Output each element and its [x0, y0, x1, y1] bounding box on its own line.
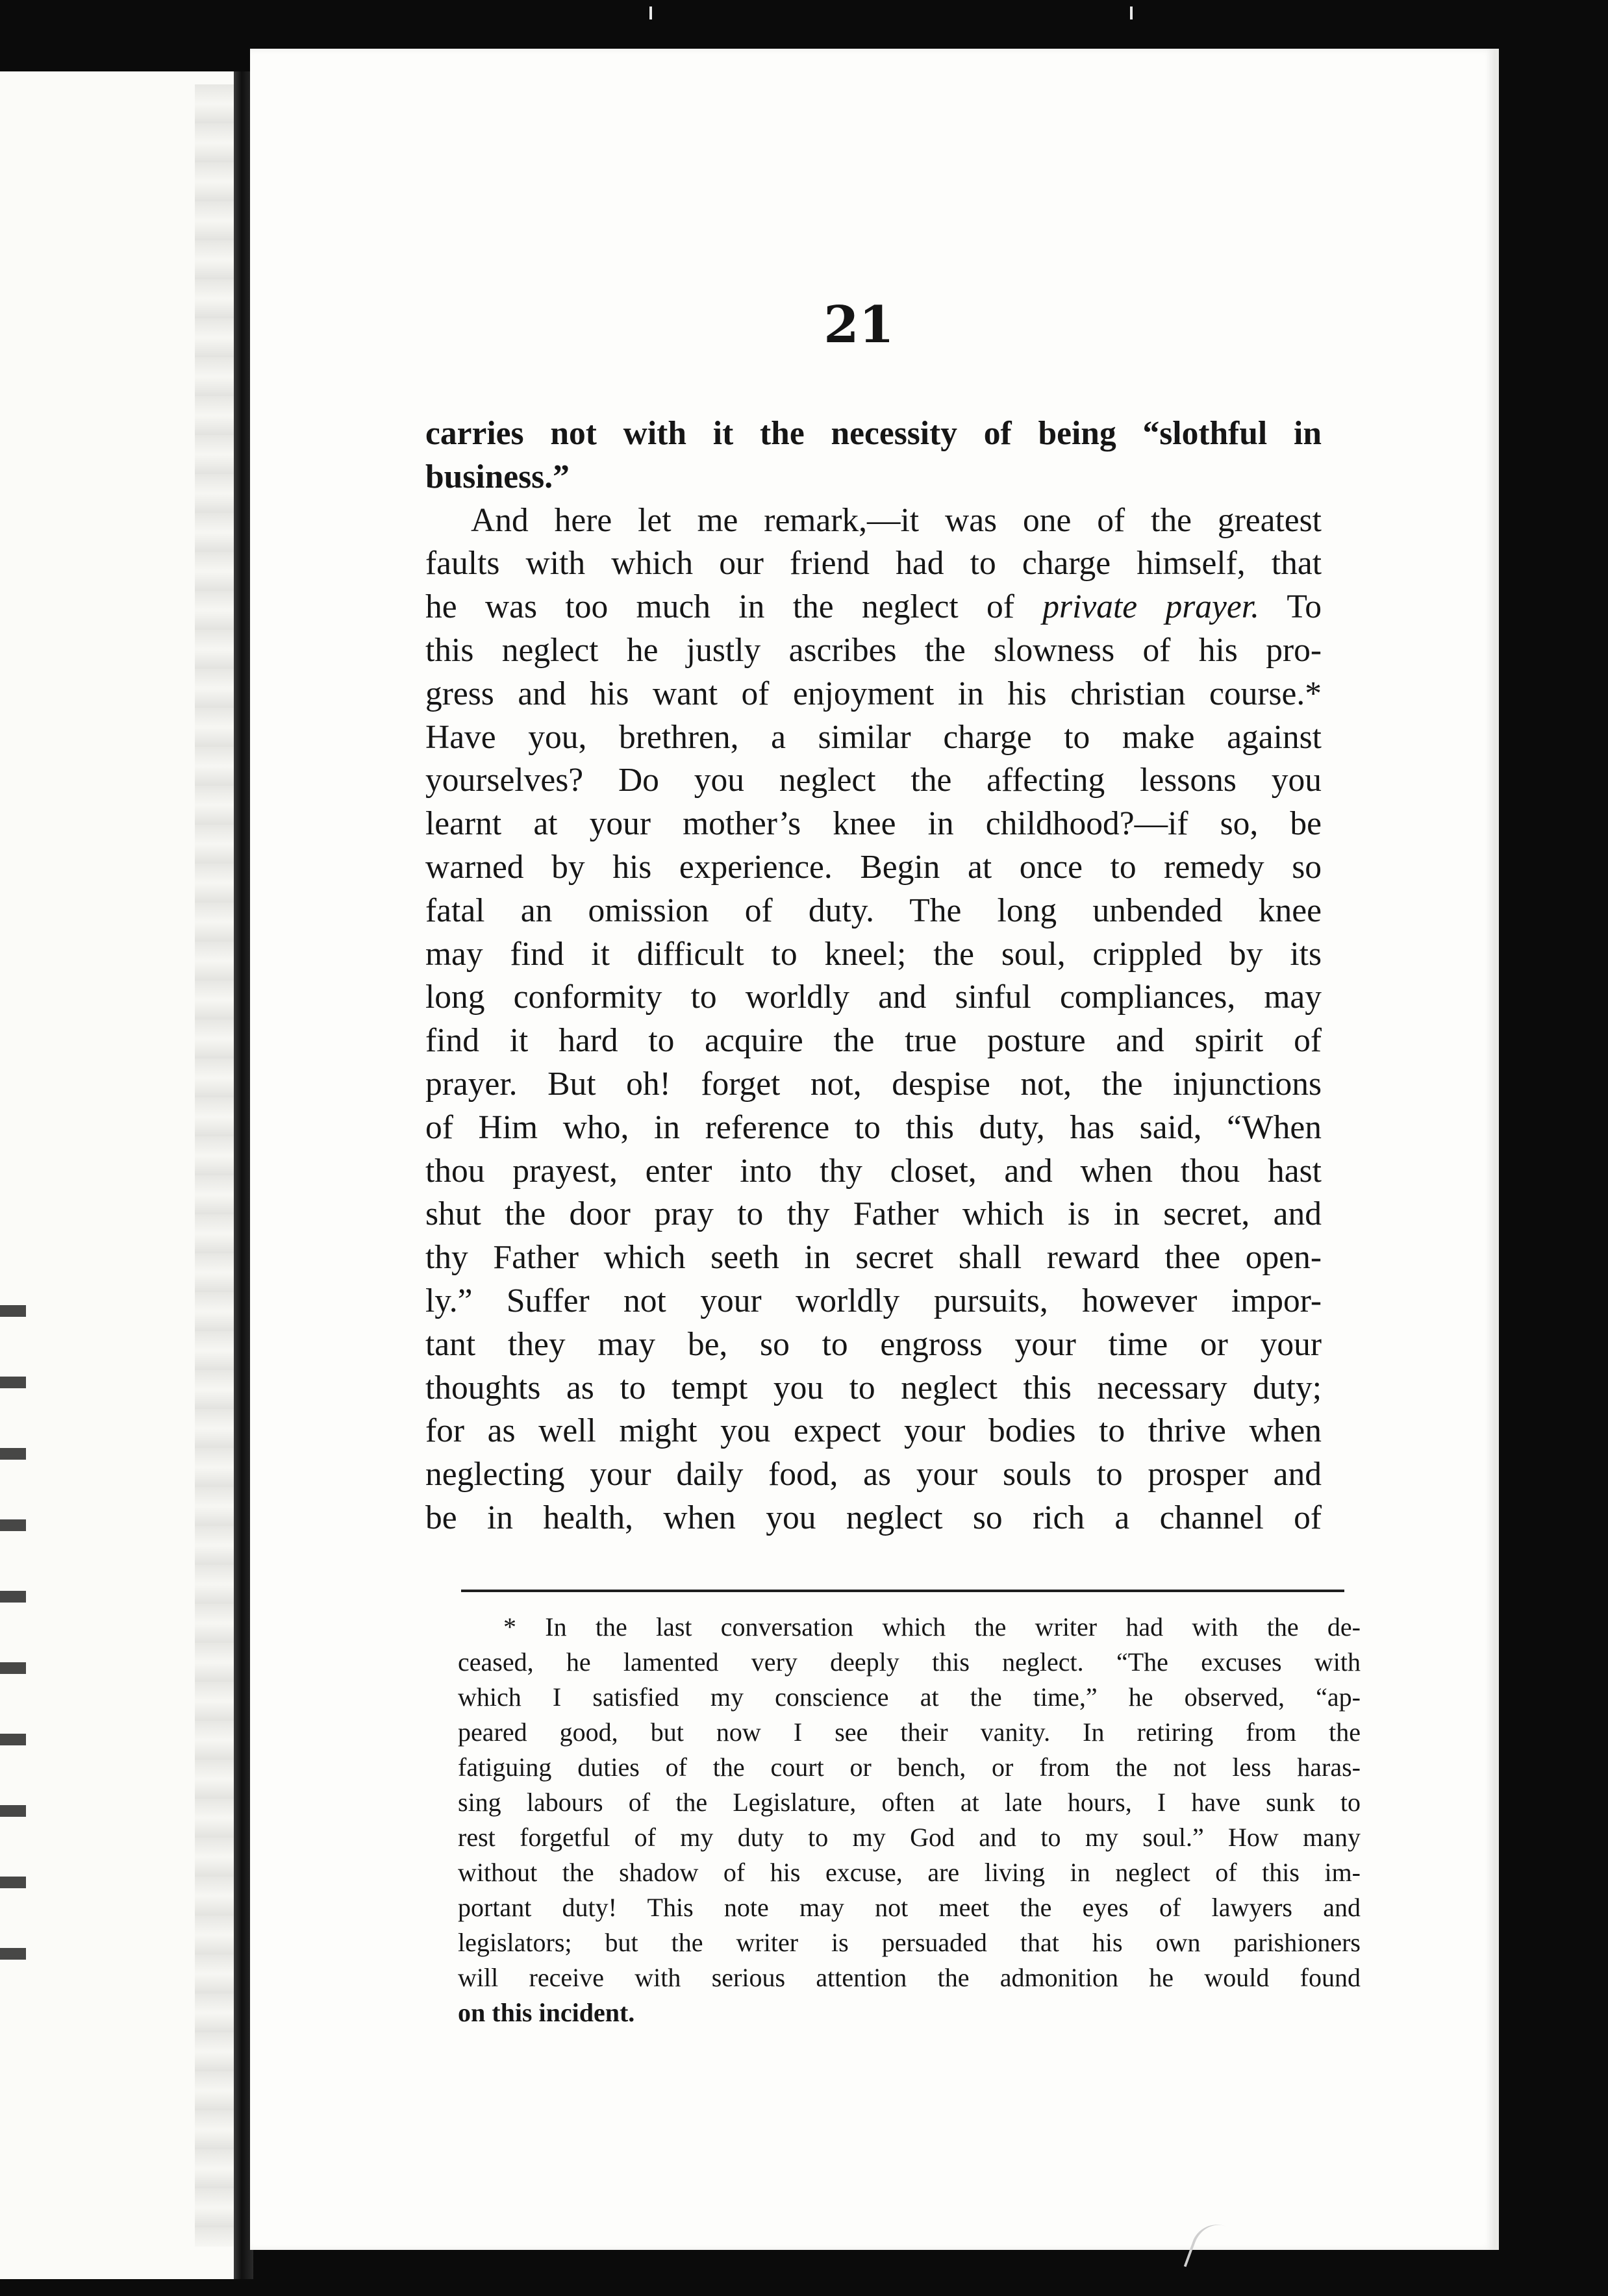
footnote-line: * In the last conversation which the writer had with the de-: [503, 1612, 1361, 1641]
scan-artifact-mark: [649, 6, 652, 19]
main-text: [425, 412, 1322, 1540]
text-line: shut the door pray to thy Father which is in secret, and: [425, 1195, 1322, 1233]
text-line: warned by his experience. Begin at once to remedy so: [425, 848, 1322, 886]
page-number: 21: [823, 295, 894, 355]
footnote-divider: [461, 1590, 1344, 1592]
text-line: faults with which our friend had to charge himself, that: [425, 545, 1322, 582]
page-edge-shadow: [195, 84, 234, 2247]
footnote-line: legislators; but the writer is persuaded that his own parishioners: [458, 1928, 1361, 1957]
text-line: long conformity to worldly and sinful compliances, may: [425, 979, 1322, 1016]
text-line: ly.” Suffer not your worldly pursuits, however impor-: [425, 1282, 1322, 1319]
text-line: for as well might you expect your bodies to thrive when: [425, 1412, 1322, 1450]
footnote-line: peared good, but now I see their vanity. In retiring from the: [458, 1717, 1361, 1747]
text-fragment: he was too much in the neglect of: [425, 588, 1014, 626]
footnote-line: without the shadow of his excuse, are living in neglect of this im-: [458, 1858, 1361, 1887]
text-line: thoughts as to tempt you to neglect this necessary duty;: [425, 1369, 1322, 1406]
text-line: business.”: [425, 458, 570, 495]
text-line: yourselves? Do you neglect the affecting lessons you: [425, 762, 1322, 799]
text-line: And here let me remark,—it was one of the greatest: [471, 501, 1322, 539]
book-page: [250, 49, 1499, 2250]
footnote-line: fatiguing duties of the court or bench, or from the not less haras-: [458, 1753, 1361, 1782]
text-line: of Him who, in reference to this duty, has said, “When: [425, 1108, 1322, 1146]
text-line: this neglect he justly ascribes the slowness of his pro-: [425, 631, 1322, 669]
text-line: thy Father which seeth in secret shall reward thee open-: [425, 1239, 1322, 1277]
text-line: find it hard to acquire the true posture and spirit of: [425, 1022, 1322, 1060]
text-line: be in health, when you neglect so rich a channel of: [425, 1499, 1322, 1536]
footnote: [458, 1610, 1361, 2030]
text-line: Have you, brethren, a similar charge to make against: [425, 718, 1322, 756]
text-line: carries not with it the necessity of being “slothful in: [425, 415, 1322, 452]
footnote-line: will receive with serious attention the admonition he would found: [458, 1963, 1361, 1992]
footnote-line: on this incident.: [458, 1998, 635, 2027]
text-line: prayer. But oh! forget not, despise not, the injunctions: [425, 1065, 1322, 1103]
footnote-line: rest forgetful of my duty to my God and to my soul.” How many: [458, 1823, 1361, 1852]
text-fragment: To: [1287, 588, 1322, 626]
text-line-with-emphasis: [425, 586, 1322, 629]
text-line: gress and his want of enjoyment in his christian course.*: [425, 675, 1322, 712]
footnote-line: sing labours of the Legislature, often at late hours, I have sunk to: [458, 1788, 1361, 1817]
italic-emphasis: private prayer.: [1042, 588, 1259, 626]
scan-artifact-mark: [1130, 6, 1133, 19]
text-line: learnt at your mother’s knee in childhood?—if so, be: [425, 805, 1322, 843]
text-line: fatal an omission of duty. The long unbended knee: [425, 892, 1322, 929]
footnote-line: portant duty! This note may not meet the eyes of lawyers and: [458, 1893, 1361, 1922]
text-line: thou prayest, enter into thy closet, and when thou hast: [425, 1152, 1322, 1190]
text-line: tant they may be, so to engross your time or your: [425, 1325, 1322, 1363]
footnote-line: which I satisfied my conscience at the time,” he observed, “ap-: [458, 1682, 1361, 1712]
text-line: may find it difficult to kneel; the soul, crippled by its: [425, 935, 1322, 973]
footnote-line: ceased, he lamented very deeply this neglect. “The excuses with: [458, 1647, 1361, 1677]
text-line: neglecting your daily food, as your souls to prosper and: [425, 1456, 1322, 1493]
facing-page-text-edge: [0, 1305, 26, 2019]
